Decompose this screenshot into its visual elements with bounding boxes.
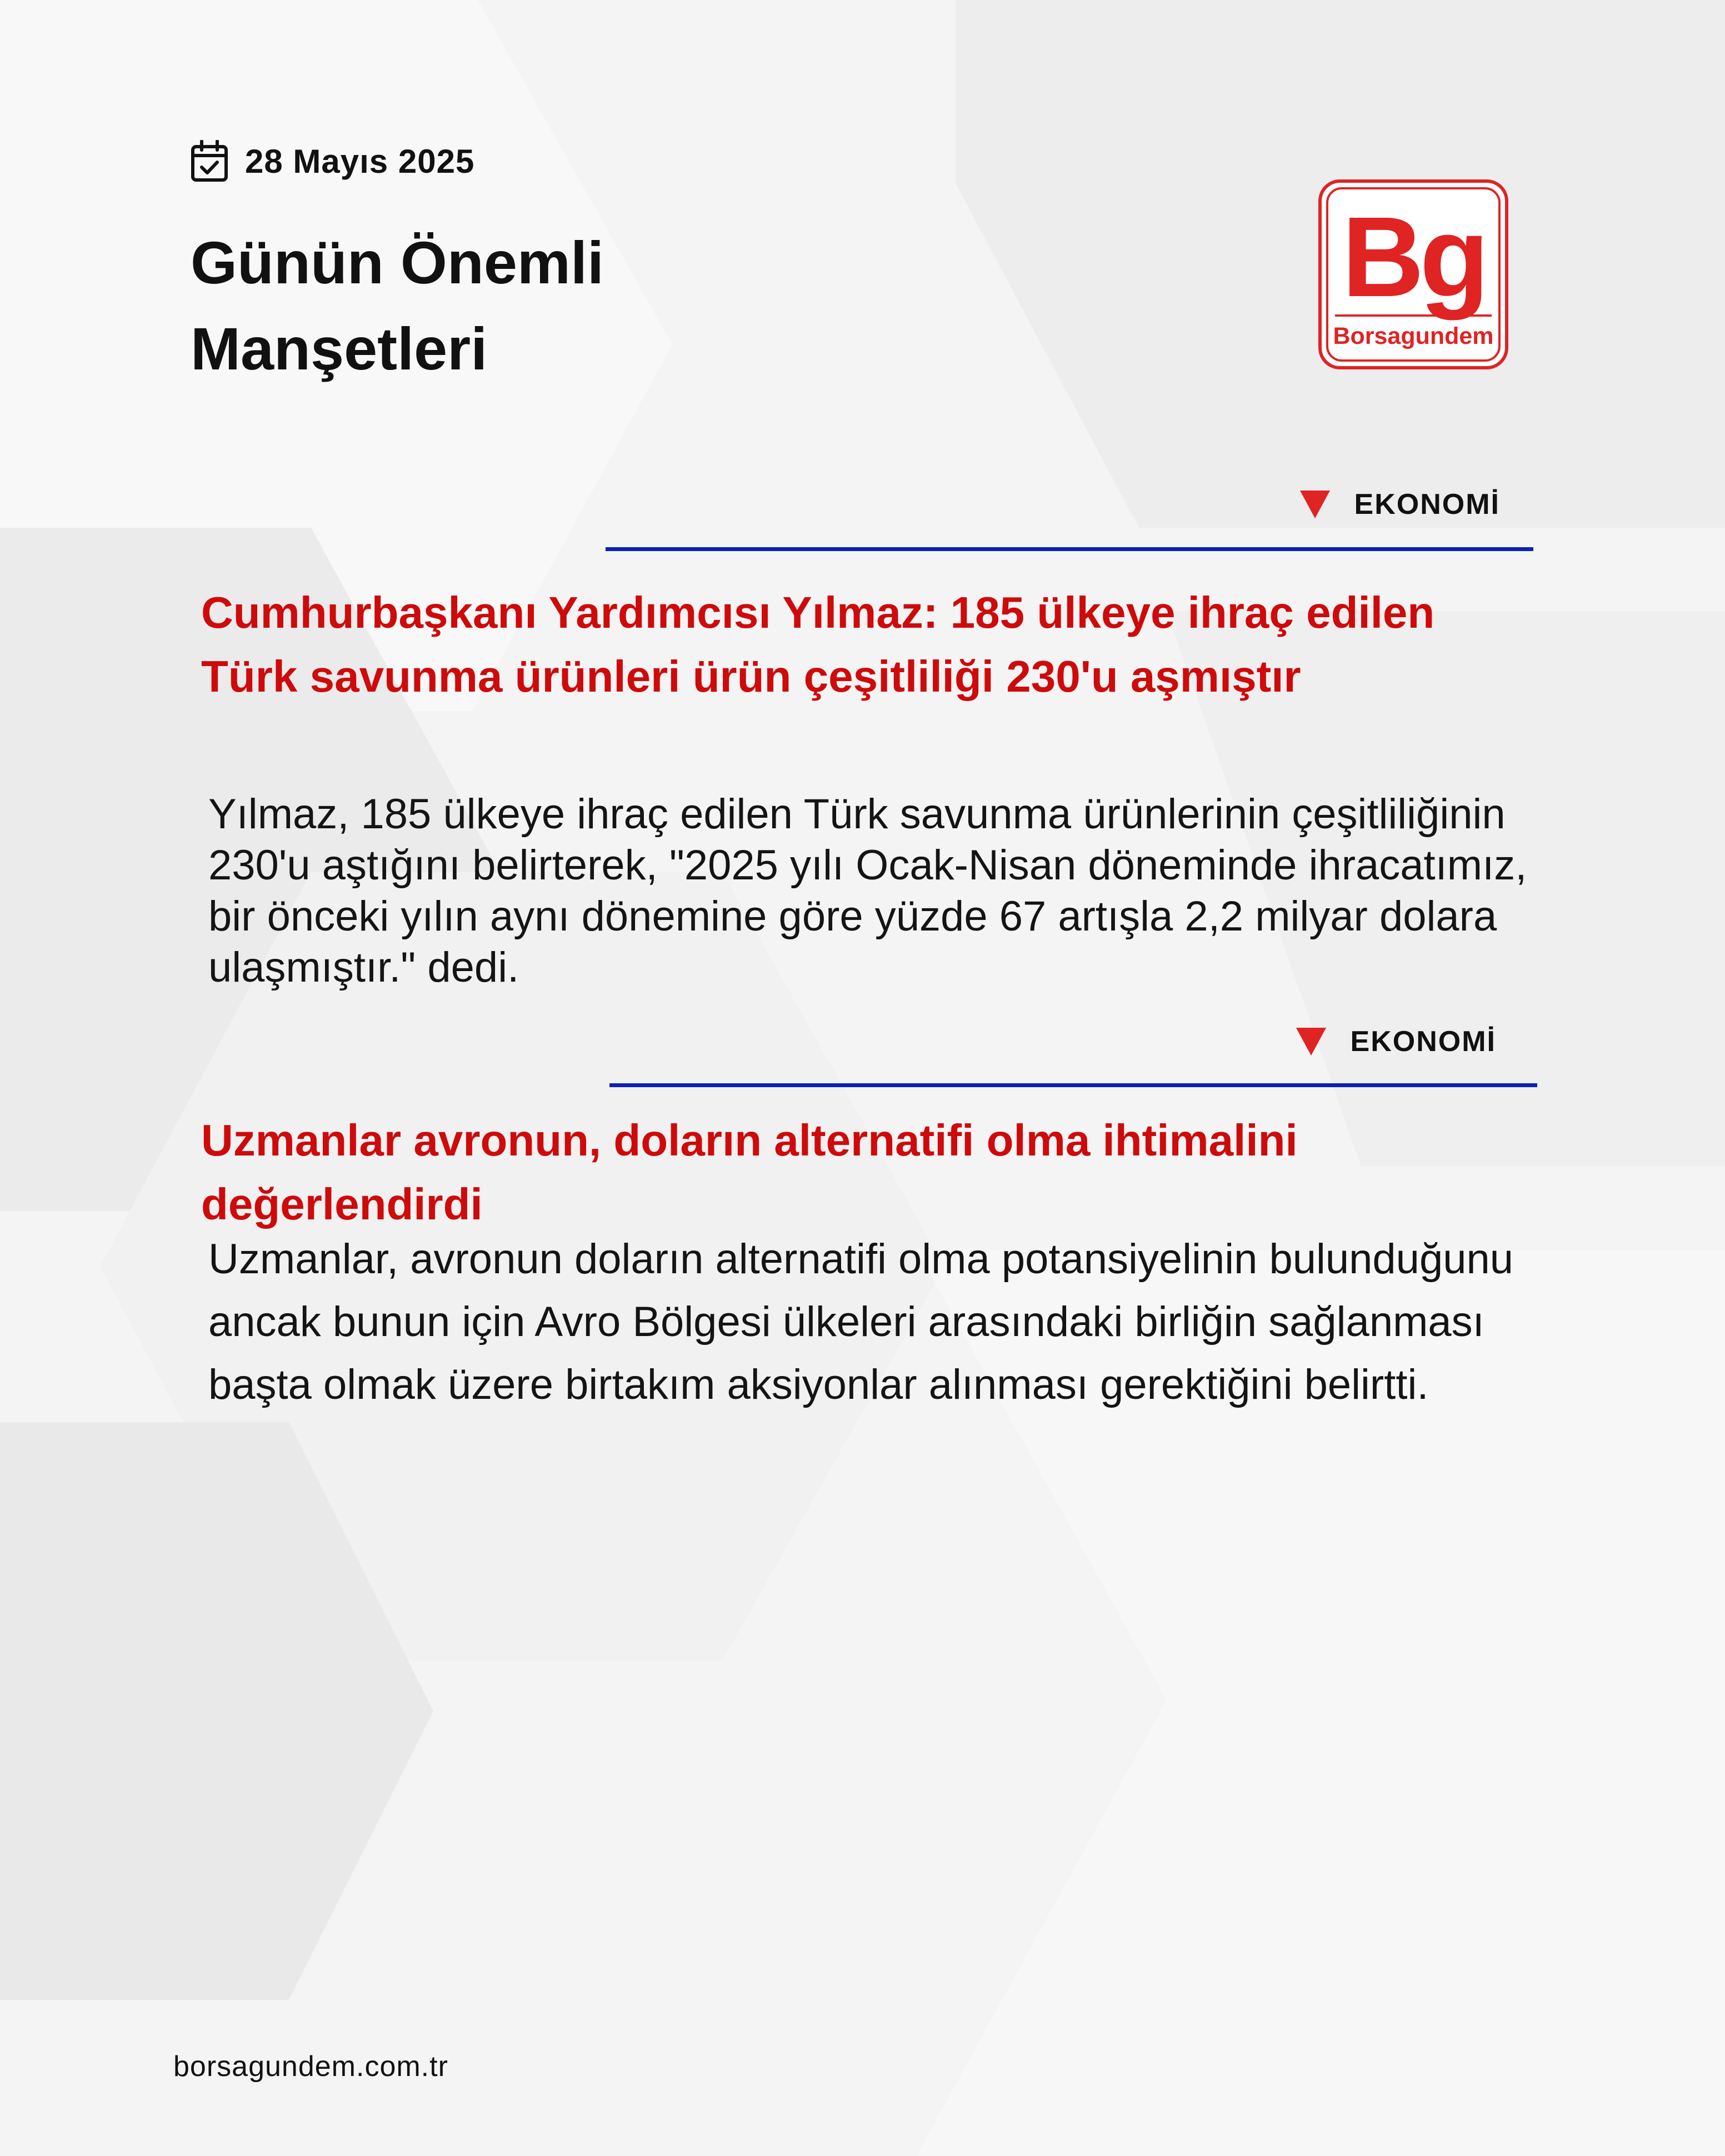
svg-text:Bg: Bg [1342, 193, 1485, 321]
category-tag [1296, 1025, 1496, 1058]
svg-text:Borsagundem: Borsagundem [1333, 323, 1494, 349]
article-headline: Uzmanlar avronun, doların alternatifi olma ihtimalini değerlendirdi [201, 1115, 1298, 1229]
triangle-down-icon [1296, 1028, 1326, 1056]
date-row [191, 139, 474, 183]
category-tag [1300, 488, 1500, 521]
article-summary: Yılmaz, 185 ülkeye ihraç edilen Türk savunma ürünlerinin çeşitliliğinin 230'u aştığını belirterek, "2025 yılı Ocak-Nisan döneminde ihracatımız, bir önceki yılın aynı dönemine göre yüzde 67 artışla 2,2 milyar dolara ulaşmıştır." dedi. [208, 791, 1527, 991]
calendar-check-icon [191, 140, 228, 182]
section-divider [609, 1083, 1537, 1087]
website-url: borsagundem.com.tr [173, 2050, 448, 2083]
triangle-down-icon [1300, 491, 1330, 518]
section-divider [606, 547, 1533, 551]
category-label: EKONOMİ [1350, 1026, 1496, 1058]
date-label: 28 Mayıs 2025 [245, 142, 475, 180]
article-headline: Cumhurbaşkanı Yardımcısı Yılmaz: 185 ülkeye ihraç edilen Türk savunma ürünleri ürün çeşitliliği 230'u aşmıştır [201, 588, 1435, 701]
category-label: EKONOMİ [1354, 488, 1500, 521]
article-summary: Uzmanlar, avronun doların alternatifi olma potansiyelinin bulunduğunu ancak bunun için Avro Bölgesi ülkeleri arasındaki birliğin sağlanması başta olmak üzere birtakım aksiyonlar alınması gerektiğini belirtti. [208, 1235, 1514, 1408]
page-title: Günün Önemli Manşetleri [191, 229, 604, 382]
borsagundem-logo [1318, 179, 1508, 369]
